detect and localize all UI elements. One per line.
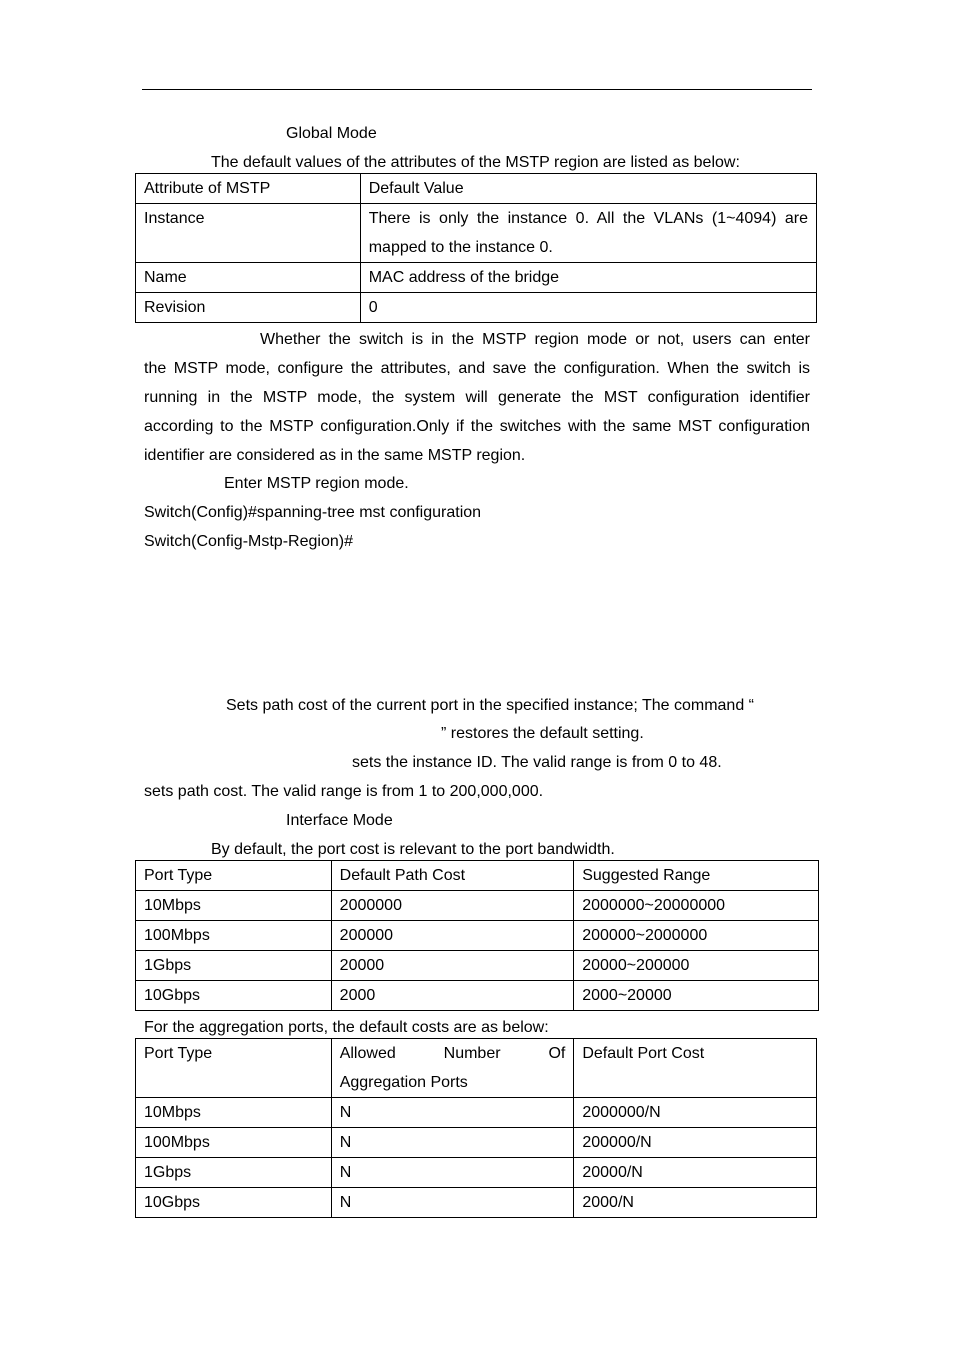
table-header-cell <box>331 1039 574 1098</box>
example-text: Enter MSTP region mode. <box>224 475 409 492</box>
table-cell: 2000000~20000000 <box>574 891 819 921</box>
parameter-cost: sets path cost. The valid range is from 1 to 200,000,000. <box>144 783 544 800</box>
parameter-instance: sets the instance ID. The valid range is from 0 to 48. <box>352 754 722 771</box>
example-command-2: Switch(Config-Mstp-Region)# <box>144 533 353 550</box>
header-text-line: Allowed Number Of <box>339 1045 566 1062</box>
default-intro: The default values of the attributes of the MSTP region are listed as below: <box>211 154 740 171</box>
example-command-1: Switch(Config)#spanning-tree mst configuration <box>144 504 482 521</box>
table-header-cell: Default Value <box>360 174 816 204</box>
table-row <box>136 891 819 921</box>
table-cell: 1Gbps <box>136 1158 332 1188</box>
table-cell: 2000000/N <box>574 1098 817 1128</box>
table-cell: 1Gbps <box>136 951 332 981</box>
table-cell: Instance <box>136 204 361 263</box>
table-cell: 10Gbps <box>136 981 332 1011</box>
table-cell: Name <box>136 263 361 293</box>
command-mode-global: Global Mode <box>286 125 377 142</box>
table-row <box>136 861 819 891</box>
table-row <box>136 1128 817 1158</box>
function-text-line2: ” restores the default setting. <box>441 725 644 742</box>
aggregation-cost-table <box>135 1038 817 1218</box>
table-row <box>136 981 819 1011</box>
table-cell: 2000000 <box>331 891 574 921</box>
command-mode-interface: Interface Mode <box>286 812 393 829</box>
table-cell: N <box>331 1128 574 1158</box>
table-row <box>136 1098 817 1128</box>
mstp-default-table <box>135 173 817 323</box>
default-cost-text: By default, the port cost is relevant to the port bandwidth. <box>211 841 615 858</box>
table-header-cell: Attribute of MSTP <box>136 174 361 204</box>
table-cell: N <box>331 1098 574 1128</box>
table-row <box>136 1158 817 1188</box>
table-cell: 2000~20000 <box>574 981 819 1011</box>
table-cell: 20000~200000 <box>574 951 819 981</box>
table-row <box>136 263 817 293</box>
table-cell: 200000/N <box>574 1128 817 1158</box>
usage-guide-line1: Whether the switch is in the MSTP region mode or not, users can enter <box>260 331 810 348</box>
table-row <box>136 951 819 981</box>
table-cell: 20000 <box>331 951 574 981</box>
table-cell: 10Mbps <box>136 891 332 921</box>
table-cell: 10Mbps <box>136 1098 332 1128</box>
table-cell: 2000/N <box>574 1188 817 1218</box>
table-cell: There is only the instance 0. All the VLANs (1~4094) are mapped to the instance 0. <box>360 204 816 263</box>
table-row <box>136 204 817 263</box>
table-cell: N <box>331 1158 574 1188</box>
table-row <box>136 1039 817 1098</box>
table-row <box>136 174 817 204</box>
table-header-cell: Port Type <box>136 1039 332 1098</box>
table-cell: 2000 <box>331 981 574 1011</box>
function-text-line1: Sets path cost of the current port in the specified instance; The command “ <box>226 697 754 714</box>
table-row <box>136 293 817 323</box>
table-header-cell: Default Port Cost <box>574 1039 817 1098</box>
usage-guide-text: the MSTP mode, configure the attributes, and save the configuration. When the switch is running in the MSTP mode, the system will generate the MST configuration identifier according to the MSTP configuration.Only if the switches with the same MST configuration identifier are considered as in the same MSTP region. <box>144 360 810 464</box>
table-cell: 100Mbps <box>136 921 332 951</box>
table-cell: 200000~2000000 <box>574 921 819 951</box>
table-cell: N <box>331 1188 574 1218</box>
aggregation-intro: For the aggregation ports, the default costs are as below: <box>144 1019 549 1036</box>
table-header-cell: Suggested Range <box>574 861 819 891</box>
table-row <box>136 1188 817 1218</box>
header-rule <box>142 89 812 90</box>
table-cell: 0 <box>360 293 816 323</box>
table-header-cell: Default Path Cost <box>331 861 574 891</box>
path-cost-table <box>135 860 819 1011</box>
table-header-cell: Port Type <box>136 861 332 891</box>
table-cell: 10Gbps <box>136 1188 332 1218</box>
table-cell: 100Mbps <box>136 1128 332 1158</box>
table-cell: MAC address of the bridge <box>360 263 816 293</box>
table-row <box>136 921 819 951</box>
header-text-line: Aggregation Ports <box>339 1074 468 1091</box>
table-cell: 20000/N <box>574 1158 817 1188</box>
table-cell: Revision <box>136 293 361 323</box>
table-cell: 200000 <box>331 921 574 951</box>
